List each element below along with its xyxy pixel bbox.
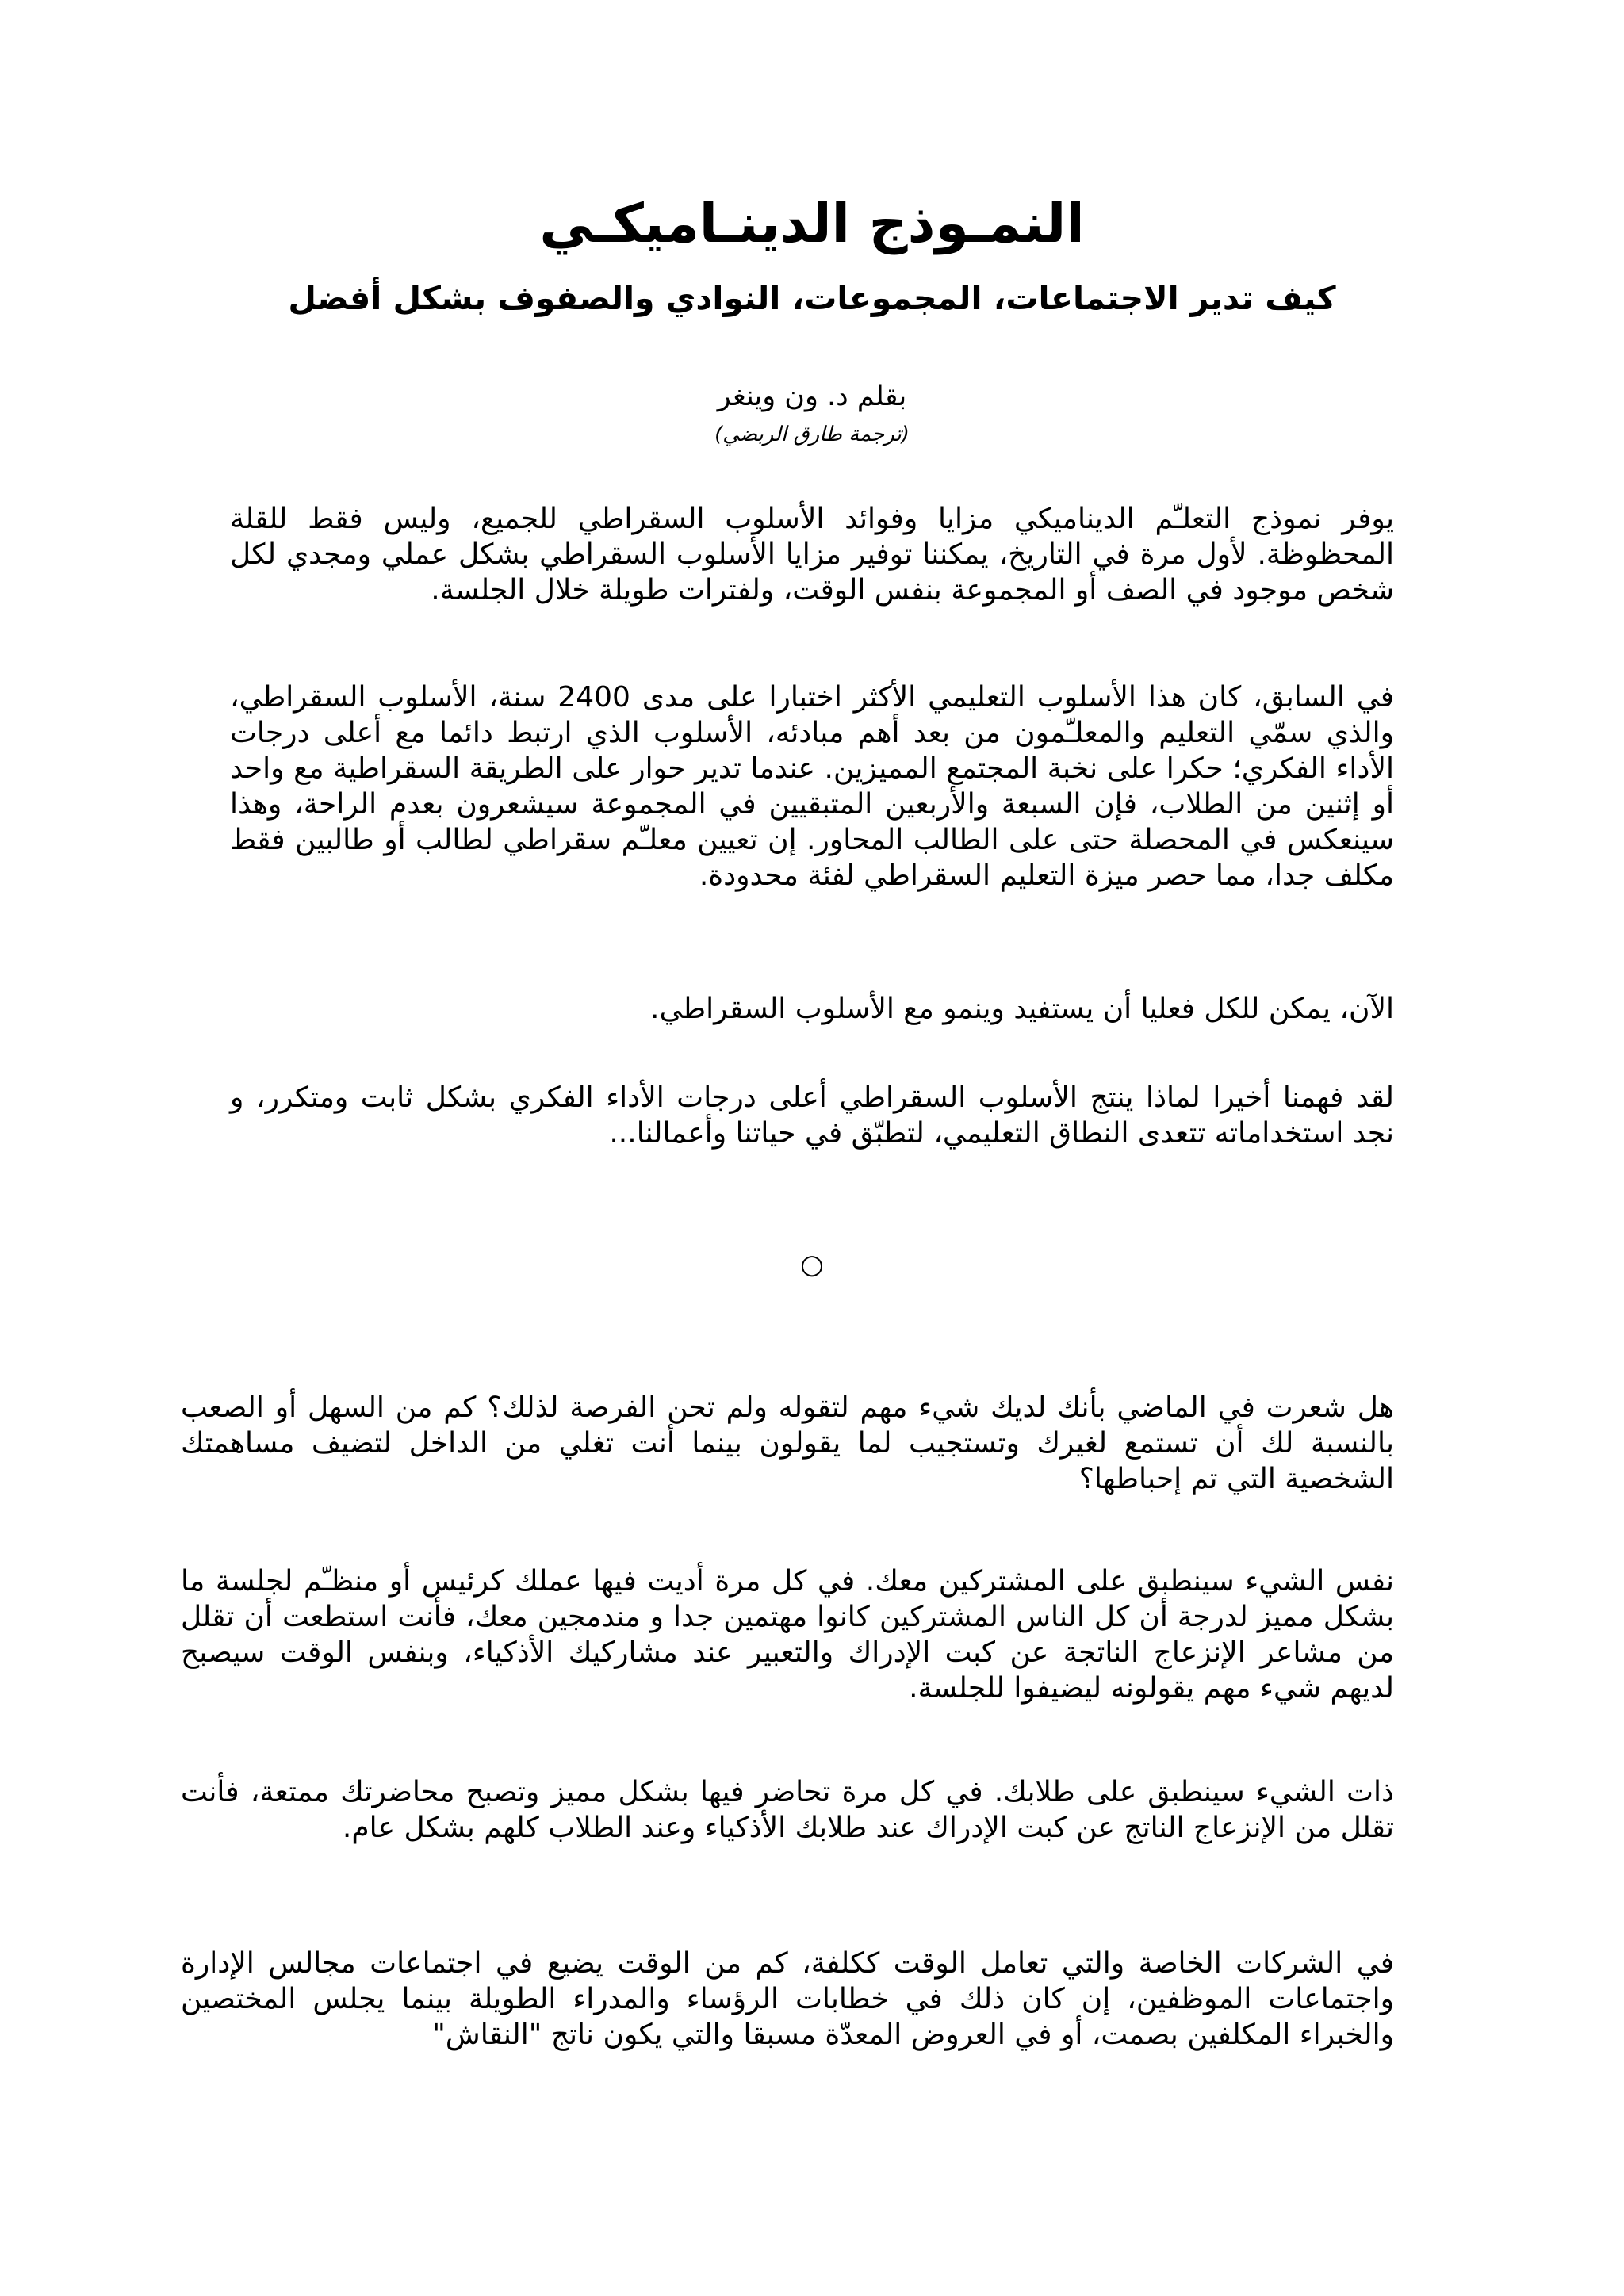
section-divider: ○ xyxy=(800,1249,824,1280)
paragraph-7: ذات الشيء سينطبق على طلابك. في كل مرة تحاضر فيها بشكل مميز وتصبح محاضرتك ممتعة، فأنت تقلل من الإنزعاج الناتج عن كبت الإدراك عند طلابك الأذكياء وعند الطلاب كلهم بشكل عام. xyxy=(181,1776,1394,1844)
translator-line: (ترجمة طارق الربضي) xyxy=(714,423,910,446)
paragraph-6: نفس الشيء سينطبق على المشتركين معك. في كل مرة أديت فيها عملك كرئيس أو منظـّم لجلسة ما بشكل مميز لدرجة أن كل الناس المشتركين كانوا مهتمين جدا و مندمجين معك، فأنت استطعت أن تقلل من مشاعر الإنزعاج الناتجة عن كبت الإدراك والتعبير عند مشاركيك الأذكياء، وبنفس الوقت سيصبح لديهم شيء مهم يقولونه ليضيفوا للجلسة. xyxy=(181,1565,1394,1705)
document-subtitle: كيف تدير الاجتماعات، المجموعات، النوادي والصفوف بشكل أفضل xyxy=(288,279,1336,317)
paragraph-5: هل شعرت في الماضي بأنك لديك شيء مهم لتقوله ولم تحن الفرصة لذلك؟ كم من السهل أو الصعب بالنسبة لك أن تستمع لغيرك وتستجيب لما يقولون بينما أنت تغلي من الداخل لتضيف مساهمتك الشخصية التي تم إحباطها؟ xyxy=(181,1391,1394,1495)
paragraph-4: لقد فهمنا أخيرا لماذا ينتج الأسلوب السقراطي أعلى درجات الأداء الفكري بشكل ثابت ومتكرر، و نجد استخداماته تتعدى النطاق التعليمي، لتطبّق في حياتنا وأعمالنا... xyxy=(230,1081,1394,1150)
author-line: بقلم د. ون وينغر xyxy=(717,381,907,412)
paragraph-2: في السابق، كان هذا الأسلوب التعليمي الأكثر اختبارا على مدى 2400 سنة، الأسلوب السقراطي، والذي سمّي التعليم والمعلـّمون من بعد أهم مبادئه، الأسلوب الذي ارتبط دائما مع أعلى درجات الأداء الفكري؛ حكرا على نخبة المجتمع المميزين. عندما تدير حوار على الطريقة السقراطية مع واحد أو إثنين من الطلاب، فإن السبعة والأربعين المتبقيين في المجموعة سيشعرون بعدم الراحة، وهذا سينعكس في المحصلة حتى على الطالب المحاور. إن تعيين معلـّم سقراطي لطالب أو طالبين فقط مكلف جدا، مما حصر ميزة التعليم السقراطي لفئة محدودة. xyxy=(230,681,1394,892)
paragraph-8: في الشركات الخاصة والتي تعامل الوقت ككلفة، كم من الوقت يضيع في اجتماعات مجالس الإدارة واجتماعات الموظفين، إن كان ذلك في خطابات الرؤساء والمدراء الطويلة بينما يجلس المختصين والخبراء المكلفين بصمت، أو في العروض المعدّة مسبقا والتي يكون ناتج "النقاش" xyxy=(181,1947,1394,2051)
paragraph-3: الآن، يمكن للكل فعليا أن يستفيد وينمو مع الأسلوب السقراطي. xyxy=(650,993,1394,1025)
paragraph-1: يوفر نموذج التعلـّم الديناميكي مزايا وفوائد الأسلوب السقراطي للجميع، وليس فقط للقلة المحظوظة. لأول مرة في التاريخ، يمكننا توفير مزايا الأسلوب السقراطي بشكل عملي ومجدي لكل شخص موجود في الصف أو المجموعة بنفس الوقت، ولفترات طويلة خلال الجلسة. xyxy=(230,503,1394,607)
document-title: النمـوذج الدينـاميكـي xyxy=(539,193,1085,255)
